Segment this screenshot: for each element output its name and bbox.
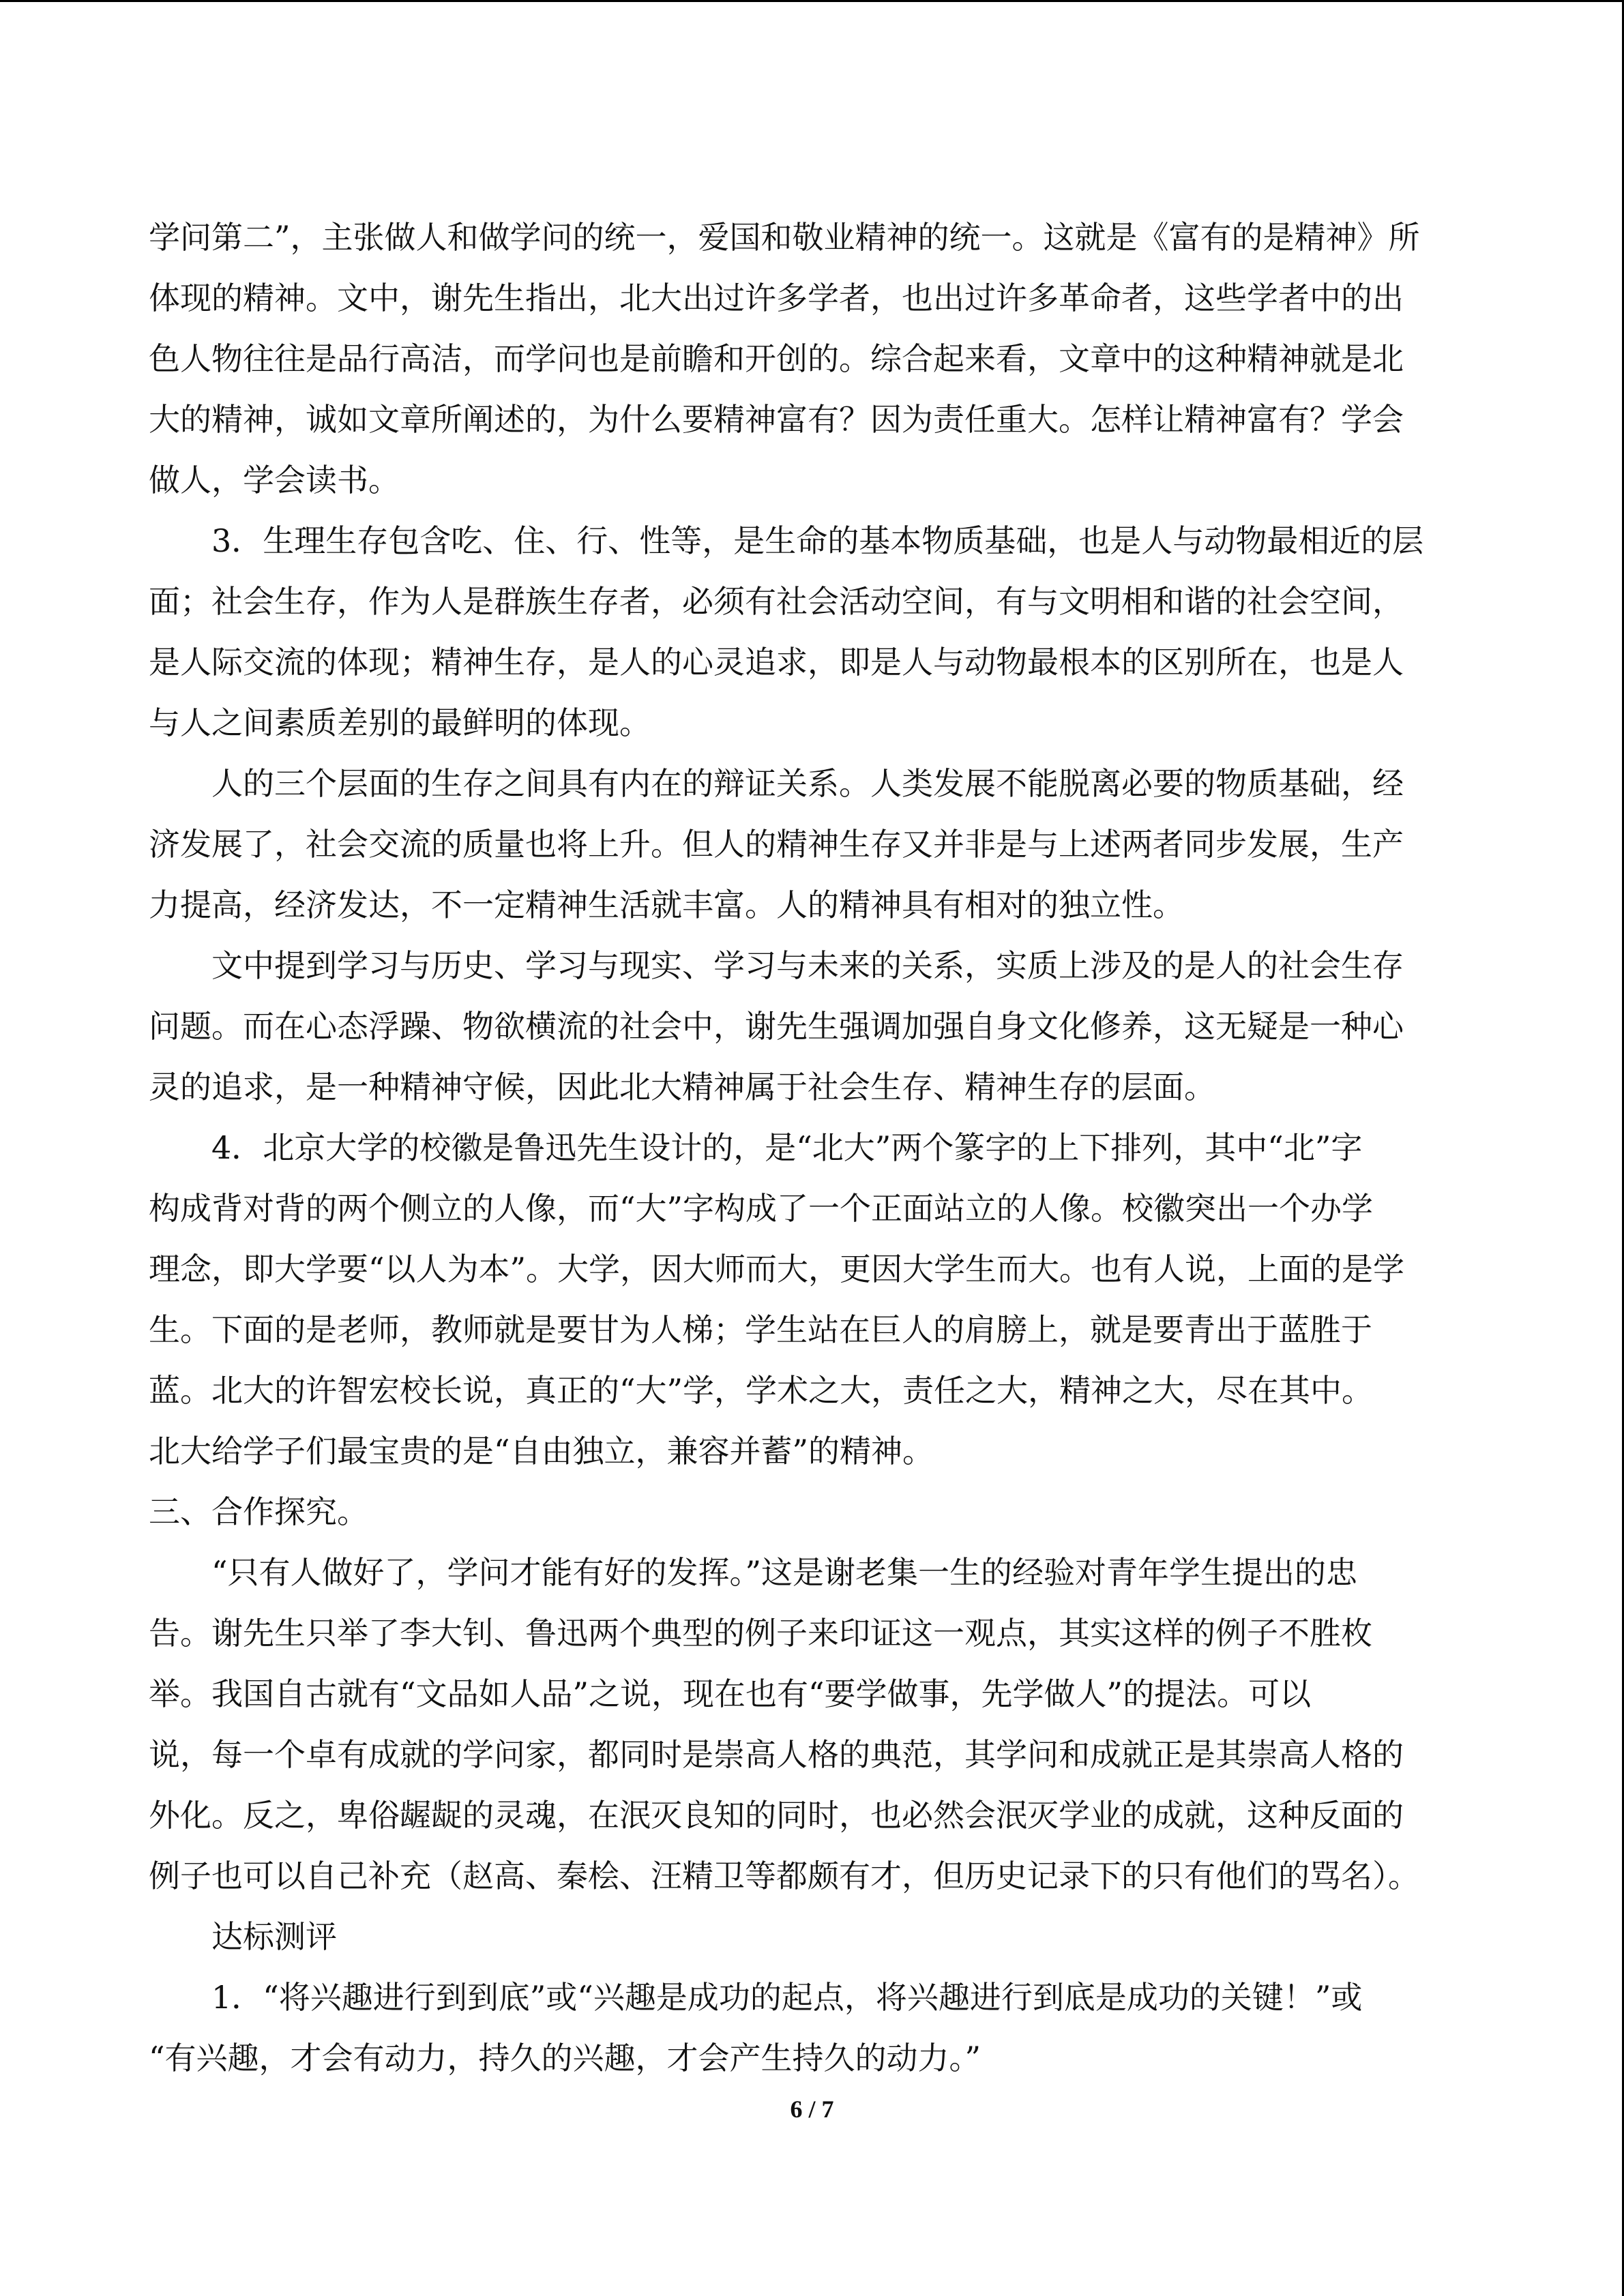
text-line: 面；社会生存，作为人是群族生存者，必须有社会活动空间，有与文明相和谐的社会空间， <box>149 583 1404 620</box>
text-line: “有兴趣，才会有动力，持久的兴趣，才会产生持久的动力。” <box>149 2040 981 2076</box>
text-line: 生。下面的是老师，教师就是要甘为人梯；学生站在巨人的肩膀上，就是要青出于蓝胜于 <box>149 1311 1372 1348</box>
text-line: 例子也可以自己补充（赵高、秦桧、汪精卫等都颇有才，但历史记录下的只有他们的骂名）。 <box>149 1858 1419 1894</box>
text-line: 体现的精神。文中，谢先生指出，北大出过许多学者，也出过许多革命者，这些学者中的出 <box>149 280 1404 316</box>
text-line: 色人物往往是品行高洁，而学问也是前瞻和开创的。综合起来看，文章中的这种精神就是北 <box>149 340 1404 377</box>
text-line: 理念，即大学要“以人为本”。大学，因大师而大，更因大学生而大。也有人说，上面的是学 <box>149 1251 1405 1287</box>
text-line: 北大给学子们最宝贵的是“自由独立，兼容并蓄”的精神。 <box>149 1433 934 1470</box>
text-line-indented: 人的三个层面的生存之间具有内在的辩证关系。人类发展不能脱离必要的物质基础，经 <box>211 765 1404 802</box>
text-line-indented: 文中提到学习与历史、学习与现实、学习与未来的关系，实质上涉及的是人的社会生存 <box>211 947 1404 984</box>
text-line: 说，每一个卓有成就的学问家，都同时是崇高人格的典范，其学问和成就正是其崇高人格的 <box>149 1736 1404 1773</box>
text-line: 外化。反之，卑俗龌龊的灵魂，在泯灭良知的同时，也必然会泯灭学业的成就，这种反面的 <box>149 1797 1404 1834</box>
subsection-heading: 达标测评 <box>211 1918 337 1955</box>
text-line: 济发展了，社会交流的质量也将上升。但人的精神生存又并非是与上述两者同步发展，生产 <box>149 826 1404 863</box>
text-line: 蓝。北大的许智宏校长说，真正的“大”学，学术之大，责任之大，精神之大，尽在其中。 <box>149 1372 1374 1409</box>
page-border-top <box>0 0 1624 2</box>
text-line-indented: “只有人做好了，学问才能有好的发挥。”这是谢老集一生的经验对青年学生提出的忠 <box>211 1554 1358 1591</box>
text-line: 是人际交流的体现；精神生存，是人的心灵追求，即是人与动物最根本的区别所在，也是人 <box>149 644 1404 681</box>
text-line: 大的精神，诚如文章所阐述的，为什么要精神富有？因为责任重大。怎样让精神富有？学会 <box>149 401 1404 438</box>
text-line-indented: 1．“将兴趣进行到到底”或“兴趣是成功的起点，将兴趣进行到底是成功的关键！”或 <box>211 1979 1363 2016</box>
document-body <box>149 207 1479 2089</box>
text-line: 举。我国自古就有“文品如人品”之说，现在也有“要学做事，先学做人”的提法。可以 <box>149 1675 1312 1712</box>
section-heading: 三、合作探究。 <box>149 1493 368 1530</box>
text-line: 问题。而在心态浮躁、物欲横流的社会中，谢先生强调加强自身文化修养，这无疑是一种心 <box>149 1008 1404 1045</box>
text-line: 灵的追求，是一种精神守候，因此北大精神属于社会生存、精神生存的层面。 <box>149 1069 1215 1105</box>
text-line: 告。谢先生只举了李大钊、鲁迅两个典型的例子来印证这一观点，其实这样的例子不胜枚 <box>149 1615 1372 1652</box>
text-line-indented: 3．生理生存包含吃、住、行、性等，是生命的基本物质基础，也是人与动物最相近的层 <box>211 522 1424 559</box>
text-line: 力提高，经济发达，不一定精神生活就丰富。人的精神具有相对的独立性。 <box>149 886 1184 923</box>
page-number: 6 / 7 <box>790 2096 834 2123</box>
text-line: 做人，学会读书。 <box>149 462 400 498</box>
text-line: 学问第二”，主张做人和做学问的统一，爱国和敬业精神的统一。这就是《富有的是精神》所 <box>149 219 1420 256</box>
text-line-indented: 4．北京大学的校徽是鲁迅先生设计的，是“北大”两个篆字的上下排列，其中“北”字 <box>211 1129 1363 1166</box>
text-line: 与人之间素质差别的最鲜明的体现。 <box>149 704 651 741</box>
text-line: 构成背对背的两个侧立的人像，而“大”字构成了一个正面站立的人像。校徽突出一个办学 <box>149 1190 1374 1227</box>
